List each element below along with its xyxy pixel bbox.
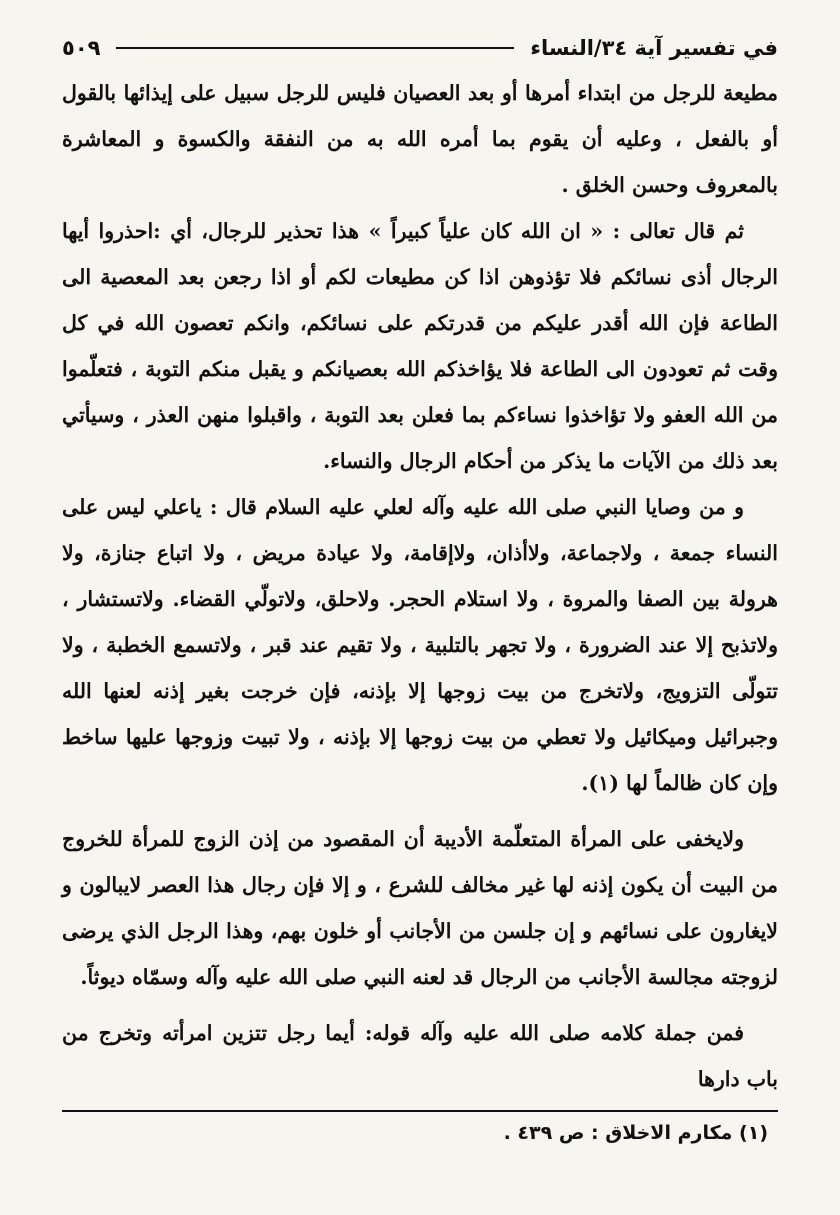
paragraph: مطيعة للرجل من ابتداء أمرها أو بعد العصيان فليس للرجل سبيل على إيذائها بالقول أو بالفعل ، وعليه أن يقوم بما أمره الله به من النفقة والكسوة و المعاشرة بالمعروف وحسن الخلق .	[62, 81, 778, 197]
header-title: في تفسير آية ٣٤/النساء	[530, 36, 778, 60]
running-header	[62, 26, 778, 70]
footnote: (١) مكارم الاخلاق : ص ٤٣٩ .	[503, 1122, 768, 1144]
paragraph: ثم قال تعالى : « ان الله كان علياً كبيراً » هذا تحذير للرجال، أي :احذروا أيها الرجال أذى نسائكم فلا تؤذوهن اذا كن مطيعات لكم أو اذا رجعن بعد المعصية الى الطاعة فإن الله أقدر عليكم من قدرتكم على نسائكم، وانكم تعصون الله في كل وقت ثم تعودون الى الطاعة فلا يؤاخذكم الله بعصيانكم و يقبل منكم التوبة ، فتعلّموا من الله العفو ولا تؤاخذوا نساءكم بما فعلن بعد التوبة ، واقبلوا منهن العذر ، وسيأتي بعد ذلك من الآيات ما يذكر من أحكام الرجال والنساء.	[62, 219, 778, 473]
page-number: ٥٠٩	[62, 36, 101, 60]
body-text	[62, 70, 778, 1102]
header-rule	[116, 47, 514, 49]
paragraph: و من وصايا النبي صلى الله عليه وآله لعلي عليه السلام قال : ياعلي ليس على النساء جمعة ، ولاجماعة، ولاأذان، ولاإقامة، ولا عيادة مريض ، ولا اتباع جنازة، ولا هرولة بين الصفا والمروة ، ولا استلام الحجر. ولاحلق، ولاتولّي القضاء. ولاتستشار ، ولاتذبح إلا عند الضرورة ، ولا تجهر بالتلبية ، ولا تقيم عند قبر ، ولاتسمع الخطبة ، ولا تتولّى التزويج، ولاتخرج من بيت زوجها إلا بإذنه، فإن خرجت بغير إذنه لعنها الله وجبرائيل وميكائيل ولا تعطي من بيت زوجها إلا بإذنه ، ولا تبيت وزوجها عليها ساخط وإن كان ظالماً لها (١).	[62, 495, 778, 795]
paragraph: ولايخفى على المرأة المتعلّمة الأديبة أن المقصود من إذن الزوج للمرأة للخروج من البيت أن يكون إذنه لها غير مخالف للشرع ، و إلا فإن رجال هذا العصر لايبالون و لايغارون على نسائهم و إن جلسن من الأجانب أو خلون بهم، وهذا الرجل الذي يرضى لزوجته مجالسة الأجانب من الرجال قد لعنه النبي صلى الله عليه وآله وسمّاه ديوثاً.	[62, 827, 778, 989]
paragraph: فمن جملة كلامه صلى الله عليه وآله قوله: أيما رجل تتزين امرأته وتخرج من باب دارها	[62, 1021, 778, 1091]
footnote-divider	[62, 1110, 778, 1112]
